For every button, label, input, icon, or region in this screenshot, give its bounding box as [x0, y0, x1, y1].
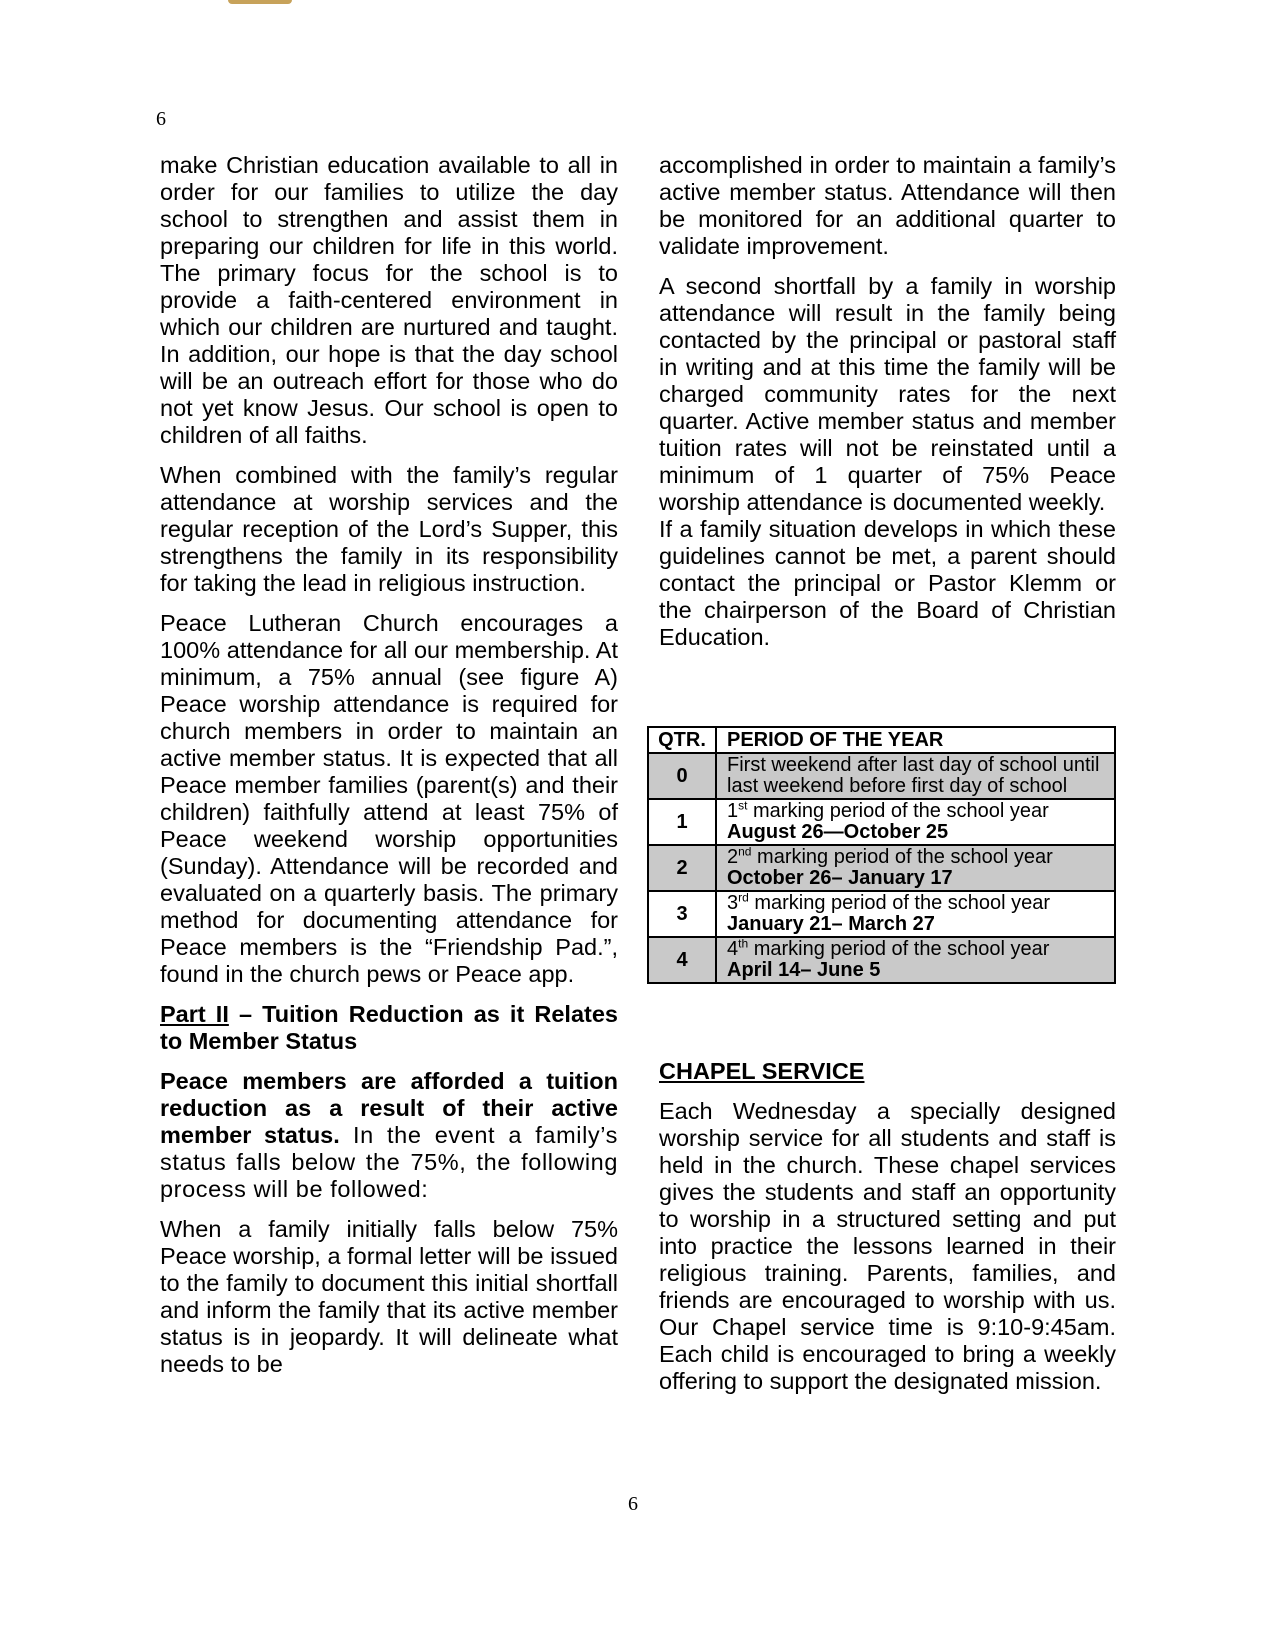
paragraph-continued: accomplished in order to maintain a family’s active member status. Attendance will then be monitored for an additional quarter to validate improvement.: [659, 152, 1116, 259]
table-row: [648, 753, 1115, 799]
qtr-number: 1: [648, 799, 716, 845]
page-number-bottom: 6: [628, 1493, 638, 1515]
period-cell: [716, 937, 1115, 983]
section-heading-part-ii: [160, 1001, 618, 1055]
period-dates: August 26—October 25: [727, 821, 949, 843]
paragraph-attendance-policy: Peace Lutheran Church encourages a 100% attendance for all our membership. At minimum, a 75% annual (see figure A) Peace worship attendance is required for church members in order to maintain an active member status. It is expected that all Peace member families (parent(s) and their children) faithfully attend at least 75% of Peace weekend worship opportunities (Sunday). Attendance will be recorded and evaluated on a quarterly basis. The primary method for documenting attendance for Peace members is the “Friendship Pad.”, found in the church pews or Peace app.: [160, 610, 618, 987]
qtr-number: 3: [648, 891, 716, 937]
ordinal-number: 2: [727, 846, 739, 868]
chapel-paragraph: Each Wednesday a specially designed worship service for all students and staff is held in the church. These chapel services gives the students and staff an opportunity to worship in a structured setting and put into practice the lessons learned in their religious training. Parents, families, and friends are encouraged to worship with us. Our Chapel service time is 9:10-9:45am. Each child is encouraged to bring a weekly offering to support the designated mission.: [659, 1098, 1116, 1394]
period-description: marking period of the school year: [751, 846, 1053, 868]
period-dates: January 21– March 27: [727, 913, 935, 935]
ordinal-number: 3: [727, 892, 739, 914]
period-dates: October 26– January 17: [727, 867, 953, 889]
period-description: marking period of the school year: [747, 800, 1049, 822]
ordinal-suffix: rd: [738, 890, 749, 905]
ordinal-suffix: st: [738, 798, 748, 813]
qtr-number: 0: [648, 753, 716, 799]
period-cell: [716, 845, 1115, 891]
table-row: [648, 799, 1115, 845]
paragraph-second-shortfall: A second shortfall by a family in worship attendance will result in the family being contacted by the principal or pastoral staff in writing and at this time the family will be charged community rates for the next quarter. Active member status and member tuition rates will not be reinstated until a minimum of 1 quarter of 75% Peace worship attendance is documented weekly.: [659, 273, 1116, 515]
table-header-row: [648, 727, 1115, 753]
header-qtr: QTR.: [648, 727, 716, 753]
paragraph-family-situation: If a family situation develops in which these guidelines cannot be met, a parent should contact the principal or Pastor Klemm or the chairperson of the Board of Christian Education.: [659, 516, 1116, 650]
paragraph-family-worship: When combined with the family’s regular attendance at worship services and the regular reception of the Lord’s Supper, this strengthens the family in its responsibility for taking the lead in religious instruction.: [160, 462, 618, 596]
right-column: [659, 152, 1116, 664]
paragraph-tuition-reduction: [160, 1068, 618, 1203]
qtr-number: 2: [648, 845, 716, 891]
paragraph-christian-education: make Christian education available to all in order for our families to utilize the day school to strengthen and assist them in preparing our children for life in this world. The primary focus for the school is to provide a faith-centered environment in which our children are nurtured and taught. In addition, our hope is that the day school will be an outreach effort for those who do not yet know Jesus. Our school is open to children of all faiths.: [160, 152, 618, 448]
period-cell: First weekend after last day of school until last weekend before first day of school: [716, 753, 1115, 799]
heading-part-title: – Tuition Reduction as it Relates to Member Status: [160, 1001, 618, 1054]
table-row: [648, 891, 1115, 937]
period-cell: [716, 799, 1115, 845]
page-number-top: 6: [156, 108, 166, 130]
chapel-heading: CHAPEL SERVICE: [659, 1058, 865, 1084]
chapel-section: [659, 1058, 1116, 1395]
quarters-table: [647, 726, 1116, 984]
period-dates: April 14– June 5: [727, 959, 881, 981]
header-period: PERIOD OF THE YEAR: [716, 727, 1115, 753]
tuition-reduction-text: In the event a family’s status falls below the 75%, the following process will be followed:: [160, 1122, 618, 1202]
period-cell: [716, 891, 1115, 937]
heading-part-label: Part II: [160, 1001, 229, 1027]
ordinal-suffix: nd: [738, 844, 752, 859]
period-description: marking period of the school year: [748, 938, 1050, 960]
table-row: [648, 845, 1115, 891]
tuition-reduction-bold: Peace members are afforded a tuition reduction as a result of their active member status.: [160, 1068, 618, 1148]
ordinal-number: 1: [727, 800, 739, 822]
left-column: [160, 152, 618, 1378]
qtr-number: 4: [648, 937, 716, 983]
period-description: marking period of the school year: [748, 892, 1051, 914]
logo-fragment: [228, 0, 292, 4]
ordinal-suffix: th: [738, 936, 749, 951]
paragraph-first-shortfall: When a family initially falls below 75% Peace worship, a formal letter will be issued to the family to document this initial shortfall and inform the family that its active member status is in jeopardy. It will delineate what needs to be: [160, 1216, 618, 1377]
table-row: [648, 937, 1115, 983]
ordinal-number: 4: [727, 938, 739, 960]
